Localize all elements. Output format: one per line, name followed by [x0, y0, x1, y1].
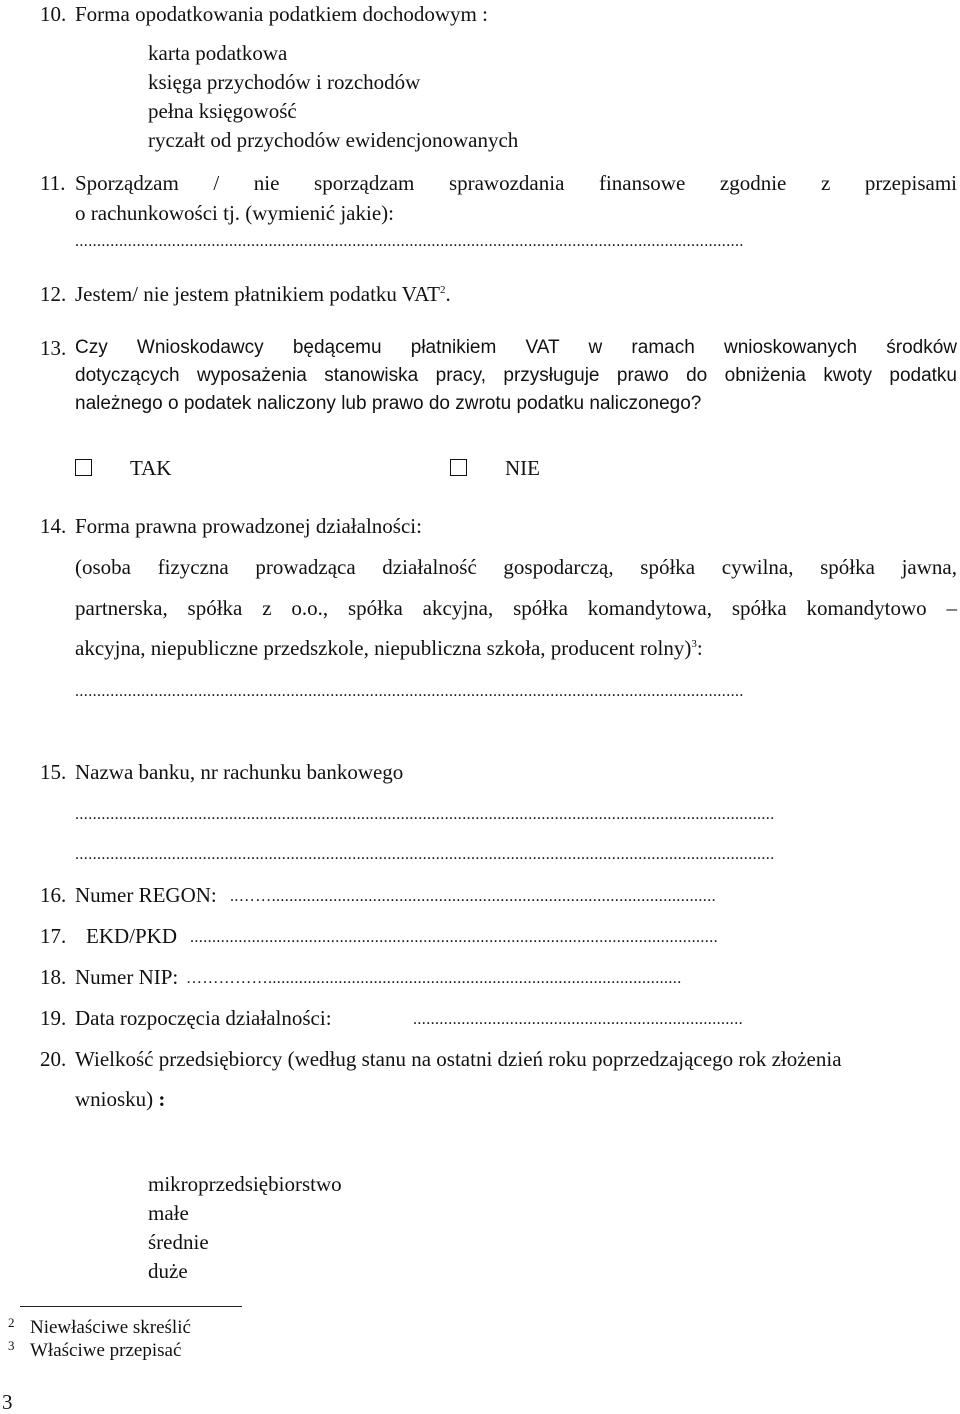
q16-answer-field[interactable]: ..…….....................................................................................................	[230, 888, 716, 905]
q13-option-no[interactable]	[450, 456, 540, 480]
q20-option-medium: średnie	[148, 1230, 209, 1254]
q15-number: 15.	[40, 760, 67, 784]
q12-footnote-ref: 2	[439, 284, 446, 296]
q12-suffix: .	[445, 282, 451, 306]
q10-label: Forma opodatkowania podatkiem dochodowym :	[75, 2, 488, 26]
q20-number: 20.	[40, 1047, 67, 1071]
q13-option-yes[interactable]	[75, 456, 171, 480]
q17-number: 17.	[40, 924, 67, 948]
q13-number: 13.	[40, 336, 67, 360]
q10-option-ksiega: księga przychodów i rozchodów	[148, 70, 421, 94]
checkbox-icon[interactable]	[75, 459, 92, 476]
q11-answer-field[interactable]: ........................................................................................................................................................	[75, 233, 744, 250]
q20-option-small: małe	[148, 1201, 189, 1225]
footnote-separator	[20, 1306, 242, 1307]
q19-number: 19.	[40, 1006, 67, 1030]
q13-line3: należnego o podatek naliczony lub prawo do zwrotu podatku naliczonego?	[75, 393, 702, 414]
q13-no-label: NIE	[505, 456, 540, 480]
q14-label: Forma prawna prowadzonej działalności:	[75, 514, 422, 538]
footnote-2-text: Niewłaściwe skreślić	[30, 1317, 191, 1338]
q18-number: 18.	[40, 965, 67, 989]
q10-option-karta: karta podatkowa	[148, 41, 288, 65]
q14-line3: akcyjna, niepubliczne przedszkole, niepubliczna szkoła, producent rolny)	[75, 636, 692, 660]
footnote-2-number: 2	[8, 1315, 15, 1330]
q20-option-micro: mikroprzedsiębiorstwo	[148, 1172, 342, 1196]
q14-number: 14.	[40, 514, 67, 538]
q16-number: 16.	[40, 883, 67, 907]
q11-line1: Sporządzam / nie sporządzam sprawozdania finansowe zgodnie z przepisami	[75, 171, 957, 195]
q14-footnote-ref: 3	[691, 638, 697, 650]
q15-answer-field-1[interactable]: ...............................................................................................................................................................	[75, 806, 775, 823]
q14-line2: partnerska, spółka z o.o., spółka akcyjna, spółka komandytowa, spółka komandytowo –	[75, 596, 957, 620]
q19-label: Data rozpoczęcia działalności:	[75, 1006, 332, 1030]
q15-label: Nazwa banku, nr rachunku bankowego	[75, 760, 404, 784]
q20-option-large: duże	[148, 1259, 188, 1283]
q11-number: 11.	[40, 171, 66, 195]
q18-label: Numer NIP:	[75, 965, 179, 989]
footnote-3-text: Właściwe przepisać	[30, 1340, 182, 1361]
footnote-3-number: 3	[8, 1338, 15, 1353]
q13-yes-label: TAK	[130, 456, 172, 480]
q10-number: 10.	[40, 2, 67, 26]
q14-line1: (osoba fizyczna prowadząca działalność gospodarczą, spółka cywilna, spółka jawna,	[75, 555, 957, 579]
q10-option-pelna: pełna księgowość	[148, 99, 297, 123]
q20-colon: :	[158, 1087, 166, 1111]
q14-line3-wrap	[75, 636, 703, 660]
q18-answer-field[interactable]: ……………..............................................................................................	[186, 970, 682, 987]
q10-option-ryczalt: ryczałt od przychodów ewidencjonowanych	[148, 128, 519, 152]
q12-label: Jestem/ nie jestem płatnikiem podatku VAT	[75, 282, 440, 306]
q15-answer-field-2[interactable]: ...............................................................................................................................................................	[75, 846, 775, 863]
q14-suffix: :	[696, 636, 703, 660]
q20-line2-wrap	[75, 1087, 165, 1111]
q12-text	[75, 282, 451, 306]
q14-answer-field[interactable]: ........................................................................................................................................................	[75, 683, 744, 700]
q12-number: 12.	[40, 282, 67, 306]
q17-answer-field[interactable]: ........................................................................................................................	[190, 929, 718, 946]
q20-line1: Wielkość przedsiębiorcy (według stanu na ostatni dzień roku poprzedzającego rok złożenia	[75, 1047, 842, 1071]
q13-line2: dotyczących wyposażenia stanowiska pracy, przysługuje prawo do obniżenia kwoty podatku	[75, 365, 957, 386]
page-number: 3	[2, 1390, 13, 1414]
q19-answer-field[interactable]: ...........................................................................	[413, 1011, 743, 1028]
q20-line2: wniosku)	[75, 1087, 154, 1111]
checkbox-icon[interactable]	[450, 459, 467, 476]
q16-label: Numer REGON:	[75, 883, 217, 907]
q11-line2: o rachunkowości tj. (wymienić jakie):	[75, 201, 394, 225]
q17-label: EKD/PKD	[86, 924, 178, 948]
q13-line1: Czy Wnioskodawcy będącemu płatnikiem VAT w ramach wnioskowanych środków	[75, 337, 957, 358]
